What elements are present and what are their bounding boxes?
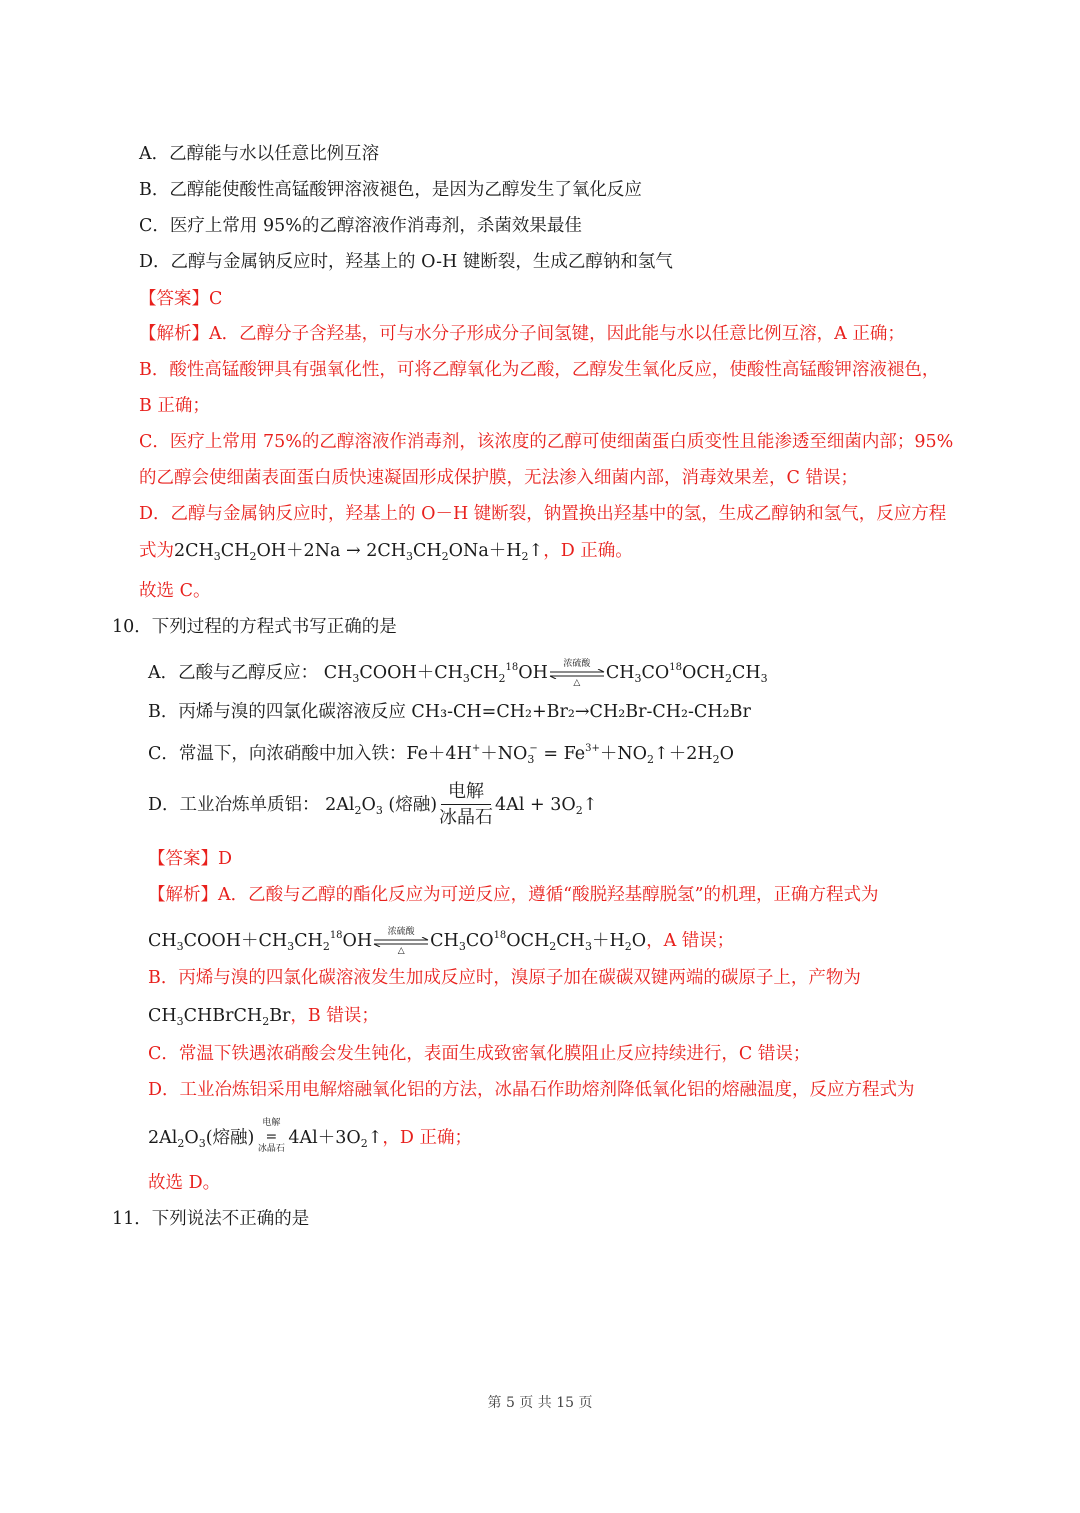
q9-analysis-c-cont: 的乙醇会使细菌表面蛋白质快速凝固形成保护膜，无法渗入细菌内部，消毒效果差，C 错误； <box>139 468 858 488</box>
q10-product-formula: $CH_3CHBrCH_2Br$ <box>148 1006 291 1028</box>
q9-answer: 【答案】C <box>139 289 223 309</box>
q9-sodium-equation: $2CH_3CH_2OH+2Na$ → $2CH_3CH_2ONa+H_2↑$ <box>174 541 544 563</box>
q9-analysis-d-equation-line <box>139 539 633 569</box>
q10-answer: 【答案】D <box>148 849 233 869</box>
q10-analysis-d: D．工业冶炼铝采用电解熔融氧化铝的方法，冰晶石作助熔剂降低氧化铝的熔融温度，反应方程式为 <box>148 1080 915 1100</box>
q11-stem: 11．下列说法不正确的是 <box>112 1209 310 1229</box>
q10-analysis-a-equation-line <box>148 924 734 959</box>
q9-analysis-a: 【解析】A．乙醇分子含羟基，可与水分子形成分子间氢键，因此能与水以任意比例互溶，A 正确； <box>139 324 905 344</box>
q9-equation-prefix: 式为 <box>139 541 174 561</box>
q10-stem: 10．下列过程的方程式书写正确的是 <box>112 617 397 637</box>
q10-analysis-d-equation-line <box>148 1118 472 1158</box>
q9-option-a: A．乙醇能与水以任意比例互溶 <box>139 144 380 164</box>
reversible-arrow-icon: 浓硫酸 △ <box>548 662 606 686</box>
q9-option-c: C．医疗上常用 95%的乙醇溶液作消毒剂，杀菌效果最佳 <box>139 216 582 236</box>
electrolysis-condition: 电解 冰晶石 <box>439 780 494 828</box>
q9-analysis-c: C．医疗上常用 75%的乙醇溶液作消毒剂，该浓度的乙醇可使细菌蛋白质变性且能渗透至细菌内部；95% <box>139 432 954 452</box>
q10-option-a: A．乙酸与乙醇反应： $CH_3COOH+CH_3CH_2^{18}OH$ 浓硫酸 △ $CH_3CO^{18}OCH_2CH_3$ <box>148 658 768 688</box>
q10-option-c: C．常温下，向浓硝酸中加入铁：$Fe+4H^++NO_3^-$ = $Fe^{3+}+NO_2↑+2H_2O$ <box>148 743 734 766</box>
q9-analysis-d: D．乙醇与金属钠反应时，羟基上的 O－H 键断裂，钠置换出羟基中的氢，生成乙醇钠和氢气，反应方程 <box>139 504 947 524</box>
electrolysis-small-condition: 电解 = 冰晶石 <box>257 1117 285 1154</box>
q9-option-b: B．乙醇能使酸性高锰酸钾溶液褪色，是因为乙醇发生了氧化反应 <box>139 180 642 200</box>
q10-analysis-b-product-line <box>148 1004 379 1034</box>
reversible-arrow-icon: 浓硫酸 △ <box>372 930 430 954</box>
q10-analysis-b: B．丙烯与溴的四氯化碳溶液发生加成反应时，溴原子加在碳碳双键两端的碳原子上，产物为 <box>148 968 861 988</box>
q10-aluminum-equation: $2Al_2O_3$(熔融) 电解 = 冰晶石 $4Al+3O_2↑$ <box>148 1117 383 1154</box>
q10-option-c-label: C．常温下，向浓硝酸中加入铁： <box>148 744 407 764</box>
q10-option-a-label: A．乙酸与乙醇反应： <box>148 663 319 683</box>
q10-analysis-a: 【解析】A．乙酸与乙醇的酯化反应为可逆反应，遵循“酸脱羟基醇脱氢”的机理，正确方程式为 <box>148 885 879 905</box>
q9-conclusion: 故选 C。 <box>139 581 211 601</box>
q9-equation-suffix: ，D 正确。 <box>543 541 633 561</box>
q10-option-d-label: D．工业冶炼单质铝： <box>148 795 320 815</box>
q9-analysis-b: B．酸性高锰酸钾具有强氧化性，可将乙醇氧化为乙酸，乙醇发生氧化反应，使酸性高锰酸钾溶液褪色， <box>139 360 940 380</box>
q10-analysis-a-suffix: ，A 错误； <box>646 931 735 951</box>
q10-analysis-c: C．常温下铁遇浓硝酸会发生钝化，表面生成致密氧化膜阻止反应持续进行，C 错误； <box>148 1044 811 1064</box>
page-footer: 第 5 页 共 15 页 <box>487 1395 593 1411</box>
q10-analysis-d-suffix: ，D 正确； <box>382 1128 473 1148</box>
q9-option-d: D．乙醇与金属钠反应时，羟基上的 O-H 键断裂，生成乙醇钠和氢气 <box>139 252 673 272</box>
q10-option-d: D．工业冶炼单质铝： $2Al_2O_3$ (熔融) 电解 冰晶石 $4Al + 3O_2↑$ <box>148 780 598 828</box>
q10-conclusion: 故选 D。 <box>148 1173 221 1193</box>
q10-option-b: B．丙烯与溴的四氯化碳溶液反应 CH₃-CH=CH₂+Br₂→CH₂Br-CH₂-CH₂Br <box>148 702 751 722</box>
q9-analysis-b-cont: B 正确； <box>139 396 210 416</box>
q10-analysis-b-suffix: ，B 错误； <box>290 1006 379 1026</box>
q10-ester-equation: $CH_3COOH+CH_3CH_2^{18}OH$ 浓硫酸 △ $CH_3CO^{18}OCH_2CH_3+H_2O$ <box>148 926 647 956</box>
